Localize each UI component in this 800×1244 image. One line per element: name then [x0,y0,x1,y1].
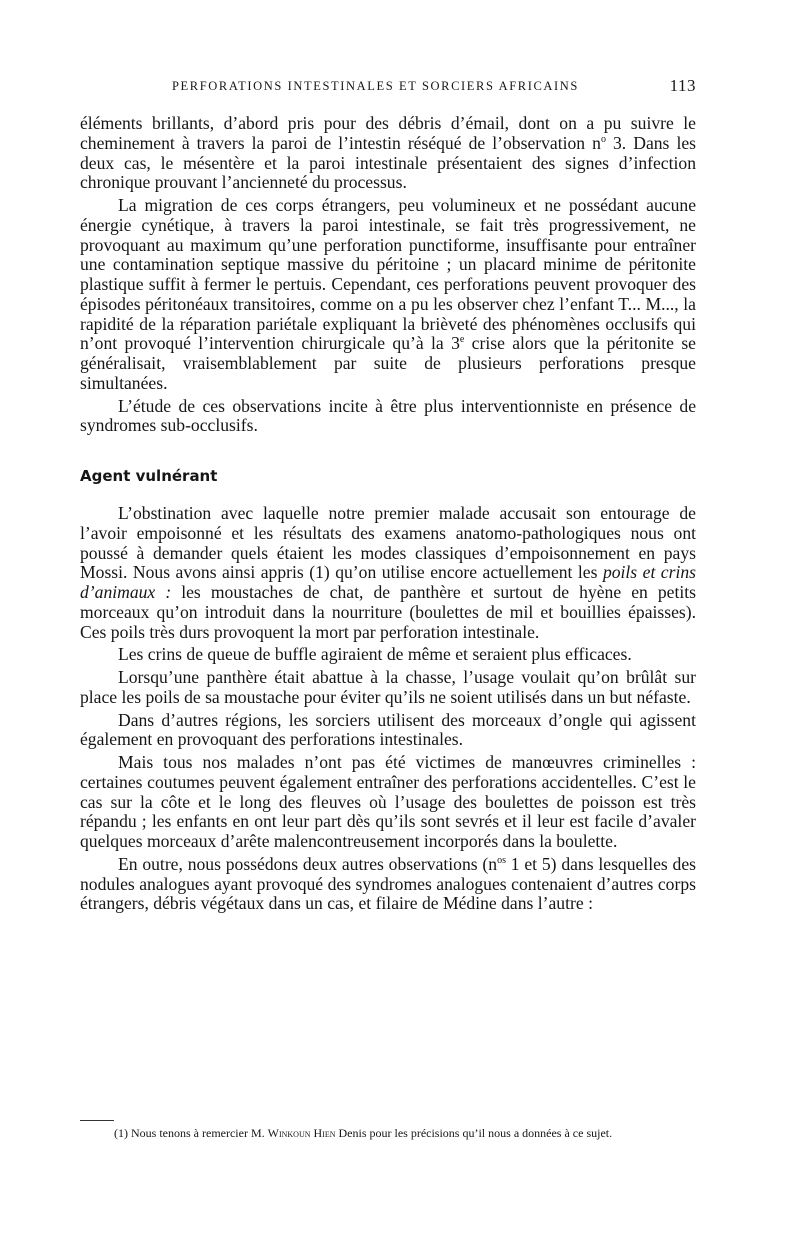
paragraph-text: les moustaches de chat, de panthère et surtout de hyène en petits morceaux qu’on introduit dans la nourriture (boulettes de mil et bouillies épaisses). Ces poils très durs provoquent la mort par perforation intestinale. [80,582,696,642]
paragraph-conclusion: L’étude de ces observations incite à être plus interventionniste en présence de syndromes sub-occlusifs. [80,395,696,436]
paragraph-coutumes: Mais tous nos malades n’ont pas été victimes de manœuvres criminelles : certaines coutumes peuvent également entraîner des perforations accidentelles. C’est le cas sur la côte et le long des fleuves où l’usage des boulettes de poisson est très répandu ; les enfants en ont leur part dès qu’ils sont sevrés et il leur est facile d’avaler quelques morceaux d’arête malencontreusement incorporés dans la boulette. [80,752,696,851]
paragraph-continuation: éléments brillants, d’abord pris pour des débris d’émail, dont on a pu suivre le cheminement à travers la paroi de l’intestin réséqué de l’observation $n^o$ 3. Dans les deux cas, le mésentère et la paroi intestinale présentaient des signes d’infection chronique prouvant l’ancienneté du processus. [80,113,696,193]
footnote-text: Denis pour les précisions qu’il nous a données à ce sujet. [338,1126,613,1140]
paragraph-ongle: Dans d’autres régions, les sorciers utilisent des morceaux d’ongle qui agissent également en provoquant des perforations intestinales. [80,709,696,750]
footnote-text: Nous tenons à remercier M. [131,1126,265,1140]
paragraph-crins: Les crins de queue de buffle agiraient de même et seraient plus efficaces. [118,644,632,665]
paragraph-observations: En outre, nous possédons deux autres observations ($n^{os}$ 1 et 5) dans lesquelles des nodules analogues ayant provoqué des syndromes analogues contenaient d’autres corps étrangers, débris végétaux dans un cas, et filaire de Médine dans l’autre : [80,853,696,914]
page-number: 113 [669,76,696,95]
footnote [80,1126,696,1141]
paragraph-migration: La migration de ces corps étrangers, peu volumineux et ne possédant aucune énergie cynétique, à travers la paroi intestinale, se fait très progressivement, ne provoquant au maximum qu’une perforation punctiforme, insuffisante pour entraîner une contamination septique massive du péritoine ; un placard minime de péritonite plastique suffit à fermer le pertuis. Cependant, ces perforations peuvent provoquer des épisodes péritonéaux transitoires, comme on a pu les observer chez l’enfant T... M..., la rapidité de la réparation pariétale expliquant la brièveté des phénomènes occlusifs qui n’ont provoqué l’intervention chirurgicale qu’à la 3e crise alors que la péritonite se généralisait, vraisemblablement par suite de plusieurs perforations presque simultanées. [80,195,696,393]
section-heading: Agent vulnérant [80,467,218,485]
running-head [80,76,696,100]
running-title: PERFORATIONS INTESTINALES ET SORCIERS AFRICAINS [172,79,579,93]
footnote-name: Winkoun Hien [267,1126,336,1140]
paragraph-obstination [80,504,696,642]
footnote-marker: (1) [114,1126,128,1140]
footnote-divider [80,1120,114,1121]
paragraph-panthere: Lorsqu’une panthère était abattue à la chasse, l’usage voulait qu’on brûlât sur place les poils de sa moustache pour éviter qu’ils ne soient utilisés dans un but néfaste. [80,667,696,707]
article-body [80,114,696,914]
italic-phrase: poils et crins d’animaux : [80,562,696,602]
paragraph-text: L’obstination avec laquelle notre premier malade accusait son entourage de l’avoir empoisonné et les résultats des examens anatomo-pathologiques nous ont poussé à demander quels étaient les modes classiques d’empoisonnement en pays Mossi. Nous avons ainsi appris (1) qu’on utilise encore actuellement les [80,503,696,583]
